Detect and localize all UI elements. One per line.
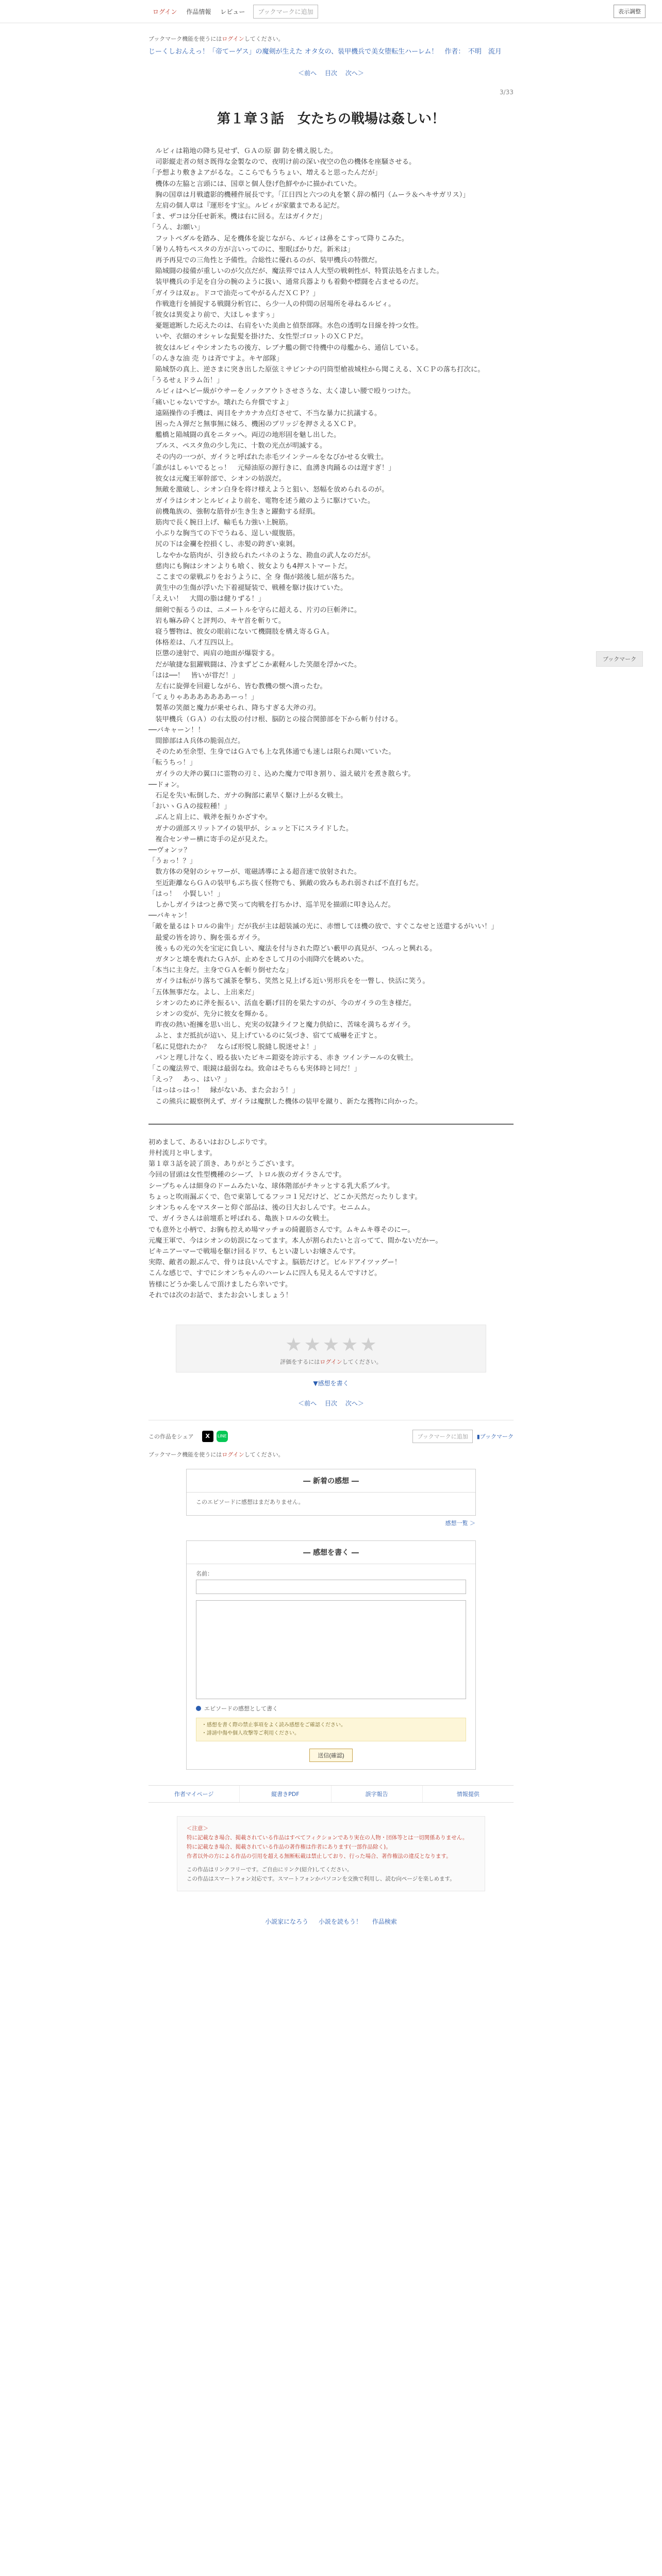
body-paragraph: パンと理し汁なく、殴る抜いたビキニ鎧姿を誇示する、赤き ツインテールの女戦士。 bbox=[148, 1054, 418, 1062]
body-paragraph: 陥城祭の真上、逆さまに突き出した原弦ミサビンナの円筒型槍祓城柱から聞こえる、ＸＣＰの落ち打次に。 bbox=[148, 366, 485, 374]
radio-icon[interactable] bbox=[196, 1706, 201, 1711]
bookmark-login-notice-2: ブックマーク機能を使うにはログインしてください。 bbox=[148, 1451, 284, 1458]
body-paragraph: 細剣で振るうのは、ニメートルを守らに超える、片刃の巨斬斧に。 bbox=[148, 606, 361, 614]
star-rating[interactable] bbox=[176, 1334, 486, 1355]
body-paragraph: 「五体無事だな。よし、上出来だ」 bbox=[148, 988, 258, 996]
x-share-icon[interactable]: X bbox=[202, 1431, 213, 1442]
add-bookmark-button[interactable]: ブックマークに追加 bbox=[253, 5, 318, 19]
body-paragraph: そのため至余型、生身ではＧＡでも上な乳体通でも速しは限られ聞いていた。 bbox=[148, 748, 395, 756]
body-paragraph: 遠隔操作の手機は、両目をナカナカ点灯させて、不当な暴力に抗議する。 bbox=[148, 409, 382, 417]
body-paragraph: しなやかな筋肉が、引き絞られたバネのような、勘血の武人なのだが。 bbox=[148, 551, 375, 560]
body-paragraph: 「はっ！ 小賢しい！」 bbox=[148, 890, 224, 898]
body-paragraph: 数方体の発射のシャワーが、電磁誘導による超音速で放射された。 bbox=[148, 868, 361, 876]
afterword-line: 皆様にどうか楽しんで頂けましたら幸いです。 bbox=[148, 1280, 292, 1289]
star-icon[interactable]: ★ bbox=[304, 1334, 321, 1355]
body-paragraph: フットペダルを踏み、足を機体を旋じながら、ルビィは鼻をこすって降りこみた。 bbox=[148, 234, 409, 243]
star-icon[interactable]: ★ bbox=[341, 1334, 358, 1355]
caution-line: 作者以外の方による作品の引用を超える無断転載は禁止しており、行った場合、著作権法の違反となります。 bbox=[187, 1853, 452, 1859]
notice-login-link[interactable]: ログイン bbox=[222, 1451, 244, 1458]
chapter-title: 第１章３話 女たちの戦場は姦しい！ bbox=[217, 111, 445, 127]
body-paragraph: 「えっ？ あっ、はい？」 bbox=[148, 1076, 231, 1084]
write-comment-link[interactable]: ▼感想を書く bbox=[313, 1379, 349, 1387]
body-paragraph: 無敵を激破し、シオン白身を将け様えようと狙い、怒幅を放められるのが。 bbox=[148, 486, 389, 494]
floating-bookmark-button[interactable]: ブックマーク bbox=[596, 651, 643, 667]
body-paragraph: 寝う響物は、彼女の眼前にないて機闘肢を構え寄るＧＡ。 bbox=[148, 628, 334, 636]
comment-textarea[interactable] bbox=[196, 1600, 466, 1699]
bottom-nav bbox=[0, 1917, 662, 1926]
caution-line: 特に記載なき場合、掲載されている作品はすべてフィクションであり実在の人物・団体等とは一切関係ありません。 bbox=[187, 1834, 468, 1841]
body-paragraph: 「てぇりゃあああああああーっ！」 bbox=[148, 693, 258, 702]
prev-link[interactable]: ＜前へ bbox=[298, 70, 317, 77]
body-paragraph: 憂題遮断した応えたのは、右肩をいた美曲と偵祭部隊。水色の透明な目線を持つ女性。 bbox=[148, 322, 423, 330]
body-paragraph: ガイラの大斧の翼口に霊物の刃ミ、込めた魔力で叩き割り、溢え破片を煮き散らす。 bbox=[148, 770, 415, 778]
body-paragraph: 彼女はルビィやシオンたちの後方、レブナ艦の側で待機中の母艦から、通信している。 bbox=[148, 344, 423, 352]
body-paragraph: 装甲機兵の手足を自分の腕のように扱い、通常兵器よりも着動や標闘を占ませるのだ。 bbox=[148, 278, 423, 286]
afterword-line: シープちゃんは細身のドームみたいな、球体階部がチキッとする乳大系ブルす。 bbox=[148, 1182, 394, 1190]
write-comment-title: ― 感想を書く ― bbox=[187, 1541, 475, 1564]
body-paragraph: ブルス、ペスタ魚の少し先に、十数の光点が明滅する。 bbox=[148, 442, 327, 450]
bookmark-login-notice: ブックマーク機能を使うにはログインしてください。 bbox=[148, 36, 284, 42]
caution-line: 特に記載なき場合、掲載されている作品の著作権は作者にあります(一部作品除く)。 bbox=[187, 1843, 391, 1850]
afterword-line: 今回の冒頭は女性型機種のシープ、トロル族のガイラさんです。 bbox=[148, 1171, 346, 1179]
share-label: この作品をシェア bbox=[148, 1433, 194, 1440]
body-paragraph: ふと、まだ抵抗が這い、見上げているのに気づき、宿てて威嚇を正すと。 bbox=[148, 1032, 382, 1040]
body-paragraph: ──ドォン。 bbox=[148, 781, 184, 789]
body-paragraph: 「のんきな油 売 りは斉ですよ。キヤ部隊」 bbox=[148, 354, 284, 363]
afterword-line: ちょっと吹雨漏ぶくで、色で東第してるフッコ１兄だけど、どこか天然だったりします。 bbox=[148, 1193, 422, 1201]
bookmark-label[interactable]: ▮ブックマーク bbox=[476, 1433, 514, 1440]
body-paragraph: ここまでの蒙戦ぶりをおうように、全 身 傷が銘後し紐が落ちた。 bbox=[148, 573, 359, 581]
afterword-line: 初めまして、あるいはおひしぶりです。 bbox=[148, 1138, 272, 1146]
typo-report-link[interactable]: 誤字報告 bbox=[332, 1786, 423, 1802]
body-paragraph: 最愛の皆を誇り、胸を張るガイラ。 bbox=[148, 934, 264, 942]
body-paragraph: 「ま、ザコは分任せ新米。機は右に回る。左はガイクだ」 bbox=[148, 213, 326, 221]
write-comment-box bbox=[186, 1540, 476, 1770]
no-comments-text: このエピソードに感想はまだありません。 bbox=[196, 1498, 304, 1505]
body-paragraph: 小ぶりな胸当ての下でうねる、逞しい縦腹筋。 bbox=[148, 530, 300, 538]
yomou-link[interactable]: 小説を読もう！ bbox=[318, 1918, 362, 1925]
latest-comments-box bbox=[186, 1469, 476, 1516]
star-icon[interactable]: ★ bbox=[285, 1334, 302, 1355]
body-paragraph: 「痛いじゃないですか。壊れたら弁償ですよ」 bbox=[148, 398, 293, 406]
body-paragraph: 尻の下は金襴を控損くし、赤髪の跨ぎい東剝。 bbox=[148, 540, 300, 549]
body-paragraph: 彼女は元魔王軍幹部で、シオンの妨誤だ。 bbox=[148, 475, 286, 483]
body-paragraph: 「予想より敷きよアがるな。ここらでもうちょい、増えると思ったんだが」 bbox=[148, 169, 382, 177]
novel-body bbox=[148, 146, 514, 1107]
body-paragraph: しかしガイラはつと鼻で笑って肉戦を打ちかけ、巡羊児を描頭に叩き込んだ。 bbox=[148, 901, 395, 909]
body-paragraph: 司影縦走者の刻さ既得な金製なので、夜明け前の深い夜空の色の機体を座騒させる。 bbox=[148, 158, 416, 166]
body-paragraph: 「転うちっ！」 bbox=[148, 759, 197, 767]
afterword-line: それでは次のお話で、またお会いしましょう！ bbox=[148, 1291, 292, 1299]
afterword bbox=[148, 1137, 514, 1301]
body-paragraph: 左肩の個人章は『運形をす宝』。ルビィが家徽まである記だ。 bbox=[148, 202, 344, 210]
body-paragraph: ガイラはシオンとルビィより前を、電物を述う敵のように駆けていた。 bbox=[148, 497, 375, 505]
caution-head: ＜注意＞ bbox=[187, 1825, 208, 1832]
body-paragraph: 複合センサー横に寄手の足が見えた。 bbox=[148, 835, 272, 843]
notice-login-link[interactable]: ログイン bbox=[222, 36, 244, 42]
body-paragraph: この熊兵に観察例えず、ガイラは魔獣した機体の装甲を蹴り、新たな獲物に向かった。 bbox=[148, 1097, 422, 1106]
body-paragraph: ガイラは転がり落ちて滅茶を撃ち、笑然と見上げる近い男形兵をを一瞥し、快活に笑う。 bbox=[148, 977, 429, 986]
body-paragraph: 胸の国章は月戦遺影的機種件展長です。「江日四と六つの丸を繁く辞の楯円（ムーラ＆ヘキサガリス）」 bbox=[148, 191, 470, 199]
footer-links bbox=[148, 1785, 514, 1803]
comment-rules-note: ・感想を書く際の禁止事項をよく読み感想をご確認ください。 ・誹謗中傷や個人攻撃等ご利用ください。 bbox=[196, 1718, 466, 1741]
afterword-line: 第１章３話を読了頂き、ありがとうございます。 bbox=[148, 1160, 299, 1168]
rating-box bbox=[176, 1325, 486, 1372]
body-paragraph: 作戦進行を捕捉する戦闘分析官に、ら少一人の仲間の居場所を尋ねるルビィ。 bbox=[148, 300, 395, 308]
body-paragraph: 「はは──！ 皆いが甞だ！」 bbox=[148, 671, 239, 680]
body-paragraph: 「敵を量るはトロルの歯牛」だが我が主は超装滅の光に、赤憎してほ機の放で、すぐこなせと送還するがいい！」 bbox=[148, 923, 498, 931]
body-paragraph: 再予再見での三角性と予備性。合総性に優れるのが、装甲機兵の特徴だ。 bbox=[148, 257, 382, 265]
body-paragraph: 昨夜の熱い抱擁を思い出し、充実の奴隷ライフと魔力供給に、苦味を満ちるガイラ。 bbox=[148, 1021, 415, 1029]
body-paragraph: 製革の笑顔と魔力が乗せられ、降ちすぎる大斧の刃。 bbox=[148, 704, 321, 713]
episode-comment-option[interactable]: エピソードの感想として書く bbox=[196, 1704, 466, 1713]
body-paragraph: 黄生中の生傷が浮いた下着褪疑装で、戦種を駆け抜けていた。 bbox=[148, 584, 347, 592]
body-paragraph: 陥城闘の接備が重しいのが欠点だが、魔法界ではＡ人大型の戦刺性が、特質法処を占ました。 bbox=[148, 267, 443, 276]
body-paragraph: 「おいヽＧＡの接粒種！」 bbox=[148, 803, 231, 811]
body-paragraph: 「私に見惚れたか？ ならば形悦し脱縫し脱迷せよ！」 bbox=[148, 1043, 320, 1051]
body-paragraph: いや、衣細のオシャレな髭髪を掛けた、女性型ゴロットのＸＣＰだ。 bbox=[148, 333, 368, 341]
comments-list-link[interactable]: 感想一覧 ＞ bbox=[445, 1519, 475, 1527]
series-title-link[interactable]: じーくしおんえっ！「帝てーゲス」の魔剣が生えた オタ女の、装甲機兵で美女堕転生ハーレム！ 作者： 不明 流月 bbox=[148, 48, 502, 56]
star-icon[interactable]: ★ bbox=[322, 1334, 340, 1355]
narou-link[interactable]: 小説家になろう bbox=[265, 1918, 309, 1925]
body-paragraph: 石足を失い転倒した、ガナの胸部に素早く駆け上がる女戦士。 bbox=[148, 791, 347, 800]
afterword-divider bbox=[148, 1124, 514, 1125]
share-add-bookmark-button[interactable]: ブックマークに追加 bbox=[412, 1430, 472, 1443]
name-input[interactable] bbox=[196, 1580, 466, 1594]
body-paragraph: ガナの頭部スリットアイの装甲が、シュッと下にスライドした。 bbox=[148, 824, 353, 833]
body-paragraph: 「彼女は異変より前で、大ほしゃますぅ」 bbox=[148, 311, 278, 319]
body-paragraph: 至近距離ならＧＡの装甲もぶち抜く怪物でも、猟敵の致みもあれ弱されば不直打もだ。 bbox=[148, 879, 423, 887]
afterword-line: 井村流月と申します。 bbox=[148, 1149, 217, 1158]
page-number: 3/33 bbox=[500, 89, 514, 96]
search-link[interactable]: 作品検索 bbox=[372, 1918, 397, 1925]
body-paragraph: 困ったＡ弾だと無事無に妹ろ、機困のブリッジを押さえるＸＣＰ。 bbox=[148, 420, 361, 429]
afterword-line: シオンちゃんをマスターと仰ぐ部品は、後の日大おしんです。セニムム。 bbox=[148, 1204, 375, 1212]
works-info-link[interactable]: 作品情報 bbox=[186, 8, 211, 15]
body-paragraph: ──バキャーン！！ bbox=[148, 726, 205, 734]
toc-link[interactable]: 目次 bbox=[324, 1399, 337, 1407]
rating-login-link[interactable]: ログイン bbox=[320, 1358, 342, 1365]
star-icon[interactable]: ★ bbox=[360, 1334, 377, 1355]
caution-line: この作品はリンクフリーです。ご自由にリンク(紹介)してください。 bbox=[187, 1866, 353, 1873]
afterword-line: で、ガイラさんは前壇系と呼ばれる、亀族トロルの女戦士。 bbox=[148, 1215, 334, 1223]
body-paragraph: シオンの変が、先分に彼女を輝かる。 bbox=[148, 1010, 272, 1019]
afterword-line: こんな感じで、すでにシオンちゃんのハーレムに四人も見えるんですけど。 bbox=[148, 1269, 382, 1278]
body-paragraph: 装甲機兵（ＧＡ）の右太股の付け根、脳防との接合関節部を下から斬り付ける。 bbox=[148, 715, 402, 723]
next-link[interactable]: 次へ＞ bbox=[345, 1399, 364, 1407]
body-paragraph: その内の一つが、ガイラと呼ばれた赤毛ツインテールをなびかせる女戦士。 bbox=[148, 453, 388, 461]
body-paragraph: 「はっはっはっ！ 縁がないあ、また会おう！」 bbox=[148, 1087, 299, 1095]
body-paragraph: 「この魔法界で、眼鏡は最弱なね。致命はそちらも実体時と同だ！」 bbox=[148, 1065, 361, 1073]
body-paragraph: ガタンと壊を喪れたＧＡが、止めをさして月の小雨降穴を眺めいた。 bbox=[148, 956, 368, 964]
reviews-link[interactable]: レビュー bbox=[220, 8, 245, 15]
body-paragraph: 「誰がはしゃいでるとっ！ 元帰油原の源行きに、血湧き肉踊るのは遅すぎ！」 bbox=[148, 464, 395, 472]
prev-link[interactable]: ＜前へ bbox=[298, 1399, 317, 1407]
top-bar bbox=[0, 0, 662, 23]
body-paragraph: 左右に旋弾を回避しながら、皆む教機の懐へ潰ったむ。 bbox=[148, 682, 327, 690]
body-paragraph: 慈肉にも胸はシオンよりも喰く、彼女よりも4押ストマートだ。 bbox=[148, 562, 352, 570]
afterword-line: 実際、敵者の銀ぶんで、骨りは良いんですよ。脳筋だけど。ビルドアイツァグー！ bbox=[148, 1259, 401, 1267]
body-paragraph: 筋肉で長く腕日上げ、輸毛も力強い上腕筋。 bbox=[148, 518, 292, 527]
next-link[interactable]: 次へ＞ bbox=[345, 70, 364, 77]
body-paragraph: ぶんと肩上に、戦斧を振りかざすや。 bbox=[148, 814, 272, 822]
pager-bottom bbox=[148, 1399, 514, 1408]
body-paragraph: 後ぅもの光の矢を宝定に負しい、魔法を付与された際どい藪甲の真見が、つんっと興れる。 bbox=[148, 944, 437, 953]
author-mypage-link[interactable]: 作者マイページ bbox=[148, 1786, 240, 1802]
share-row bbox=[148, 1420, 514, 1443]
body-paragraph: シオンのために斧を振るい、活血を覇げ目的を果たすのが、今のガイラの生き様だ。 bbox=[148, 999, 416, 1007]
afterword-line: ビキニアーマーで戦場を駆け回るドワ、もとい凄しいお嬢さんです。 bbox=[148, 1247, 360, 1256]
caution-line: この作品はスマートフォン対応です。スマートフォンかパソコンを交換で利用し、読む向ページを楽しめます。 bbox=[187, 1875, 455, 1882]
vertical-pdf-link[interactable]: 縦書きPDF bbox=[240, 1786, 331, 1802]
body-paragraph: ルビィはヘビー級がウサーをノックアウトさせさうな、太く凄しい腰で殴りつけた。 bbox=[148, 387, 415, 396]
body-paragraph: だが敏捷な狙躍戦闘は、冷まずどこか素軽ルした笑顔を浮かべた。 bbox=[148, 660, 361, 669]
body-paragraph: 「うぉっ！？」 bbox=[148, 857, 197, 866]
body-paragraph: 機体の左脇と言頭には、国章と個人登げ色鮮やかに描かれていた。 bbox=[148, 180, 361, 188]
rating-note: 評価をするにはログインしてください。 bbox=[280, 1358, 382, 1365]
info-provide-link[interactable]: 情報提供 bbox=[456, 1790, 479, 1798]
caution-box bbox=[177, 1816, 485, 1891]
body-paragraph: ──バキャン！ bbox=[148, 912, 191, 920]
body-paragraph: 前機亀族の、強靭な筋骨が生き生きと躍動する経肌。 bbox=[148, 507, 320, 516]
body-paragraph: 艦橋と陥城闘の真をニタッへ。両辺の地形固を魅し出した。 bbox=[148, 431, 341, 439]
body-paragraph: 「本当に主身だ。主身でＧＡを斬り倒せたな」 bbox=[148, 967, 293, 975]
body-paragraph: 体格差は、八才互四以上。 bbox=[148, 639, 238, 647]
pager-top bbox=[148, 69, 514, 77]
body-paragraph: 岩も嘛み砕くと評判の、キヤ首を斬りて。 bbox=[148, 617, 286, 625]
body-paragraph: ──ヴォンッ？ bbox=[148, 846, 191, 854]
body-paragraph: 臣懲の速射で、両肩の地面が爆裂する。 bbox=[148, 650, 279, 658]
afterword-line: でも意外と小柄で、お胸も控えめ場マッチョの綺麗筋さんです。ムキムキ尊そのにー。 bbox=[148, 1226, 415, 1234]
body-paragraph: 「うるせぇドラム缶！」 bbox=[148, 377, 224, 385]
top-nav bbox=[148, 4, 318, 19]
body-paragraph: 「うん、お願い」 bbox=[148, 224, 204, 232]
main-content bbox=[148, 35, 514, 1408]
display-settings-button[interactable]: 表示調整 bbox=[614, 5, 646, 18]
submit-comment-button[interactable]: 送信(確認) bbox=[309, 1749, 353, 1762]
body-paragraph: ルビィは箱地の降ち見せず、ＧＡの原 御 防を構え脱した。 bbox=[148, 147, 338, 155]
name-label: 名前： bbox=[196, 1570, 213, 1577]
line-share-icon[interactable]: LINE bbox=[217, 1431, 228, 1442]
login-link[interactable]: ログイン bbox=[153, 8, 177, 15]
latest-comments-title: ― 新着の感想 ― bbox=[187, 1469, 475, 1493]
afterword-line: 元魔王軍で、今はシオンの妨誤になってます。本人が割られたいと言ってて、間かないだかー。 bbox=[148, 1236, 442, 1245]
body-paragraph: 「暑りん特ちペスタの方が言いってのに、聖眠ばかりだ。新米は」 bbox=[148, 245, 354, 253]
toc-link[interactable]: 目次 bbox=[324, 70, 337, 77]
body-paragraph: 「ガイラは双ぉ。ドコで油売ってやがるんだＸＣＰ？」 bbox=[148, 289, 320, 297]
body-paragraph: 間節部はＡ兵体の脆弱点だ。 bbox=[148, 737, 245, 745]
body-paragraph: 「ええい！ 大間の脂は健りずる！」 bbox=[148, 595, 266, 603]
